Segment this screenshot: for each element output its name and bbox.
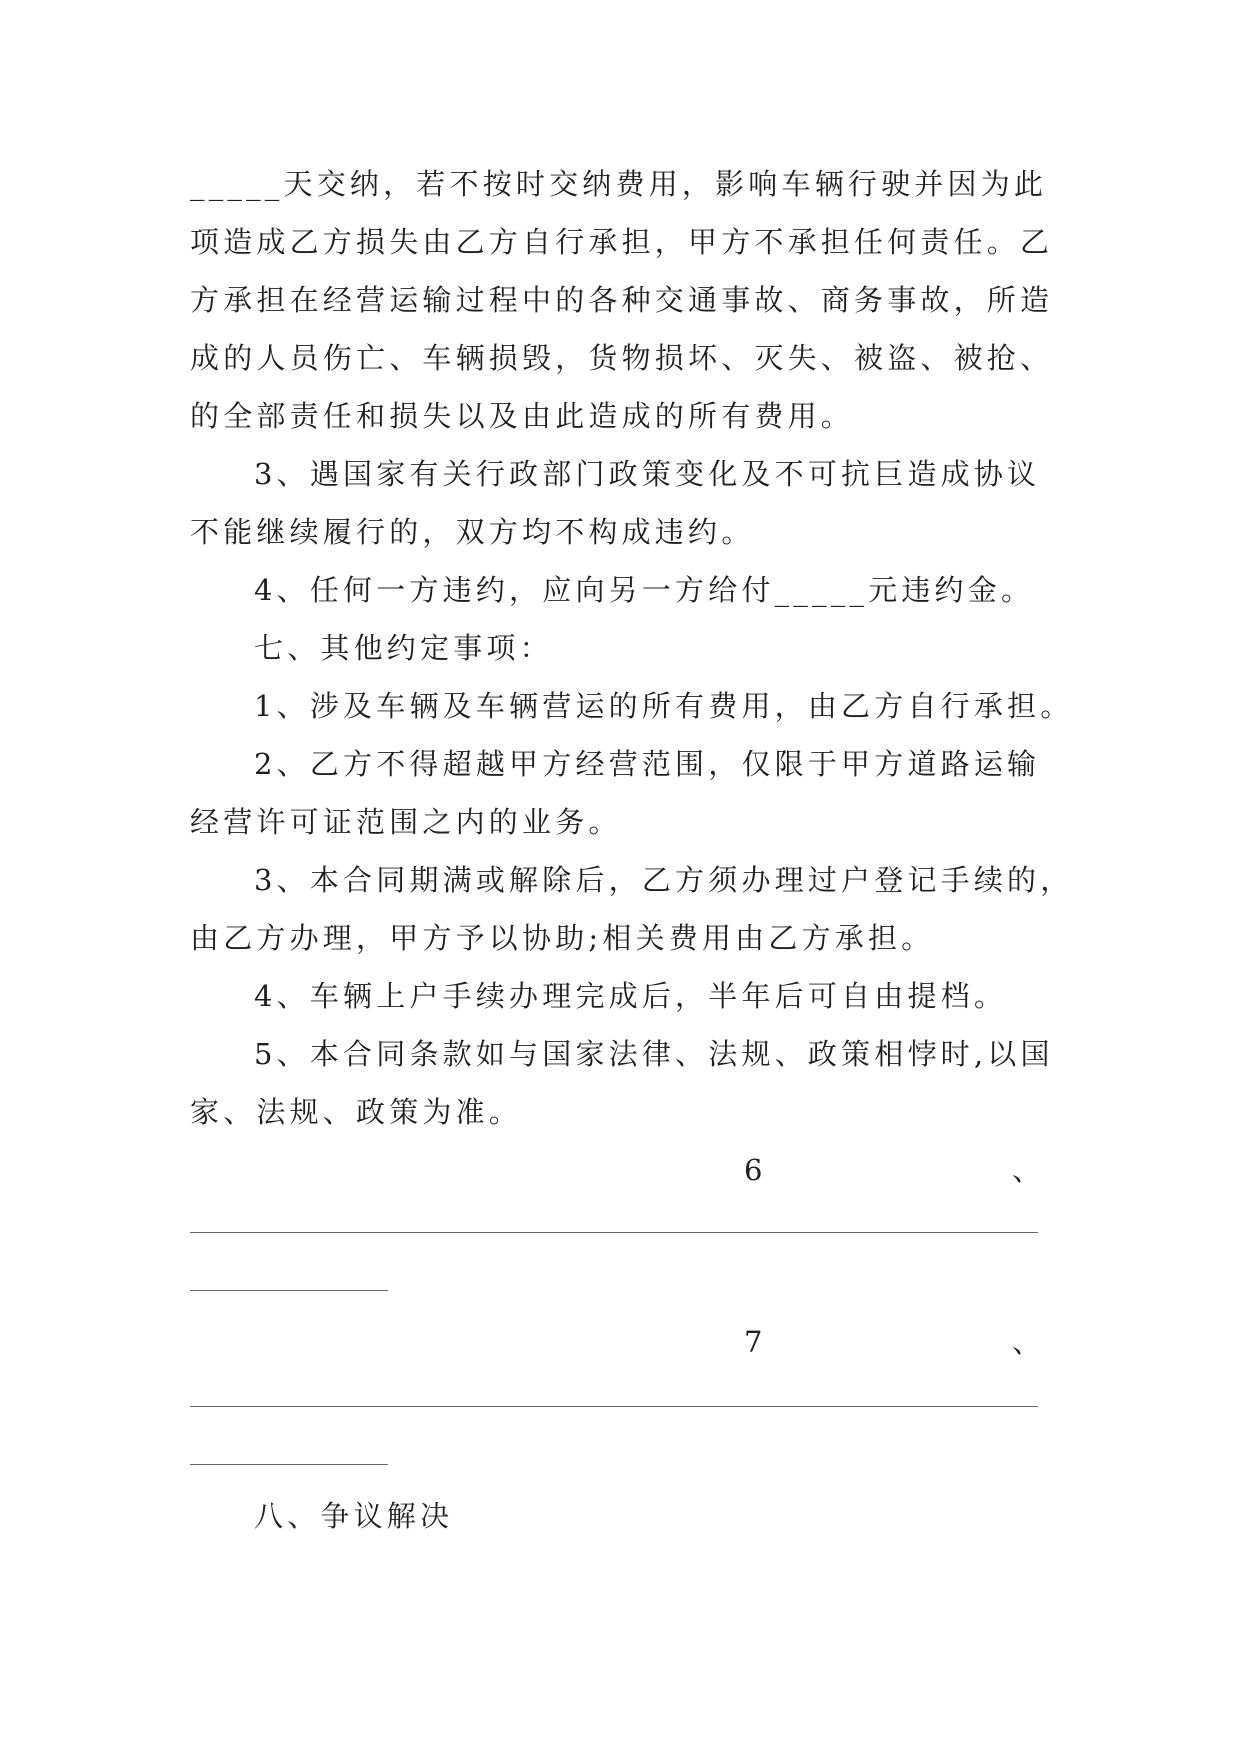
paragraph-line: 的全部责任和损失以及由此造成的所有费用。 xyxy=(190,399,855,433)
paragraph-line: 项造成乙方损失由乙方自行承担，甲方不承担任何责任。乙 xyxy=(190,225,1054,259)
fill-in-blank-line xyxy=(190,1290,388,1291)
blank-item-separator: 、 xyxy=(1012,1325,1042,1359)
fill-in-blank-line xyxy=(190,1232,1038,1233)
paragraph-line: 方承担在经营运输过程中的各种交通事故、商务事故，所造 xyxy=(190,283,1054,317)
paragraph-line: 不能继续履行的，双方均不构成违约。 xyxy=(190,515,755,549)
clause-4-line: 4、任何一方违约，应向另一方给付_____元违约金。 xyxy=(254,573,1035,607)
paragraph-line: _____天交纳，若不按时交纳费用，影响车辆行驶并因为此 xyxy=(190,167,1048,201)
paragraph-line: 家、法规、政策为准。 xyxy=(190,1095,523,1129)
paragraph-line: 成的人员伤亡、车辆损毁，货物损坏、灭失、被盗、被抢、 xyxy=(190,341,1054,375)
paragraph-line: 经营许可证范围之内的业务。 xyxy=(190,805,622,839)
clause-line: 2、乙方不得超越甲方经营范围，仅限于甲方道路运输 xyxy=(254,747,1041,781)
section-heading-other-terms: 七、其他约定事项： xyxy=(254,631,553,665)
blank-item-number: 7 xyxy=(744,1325,763,1359)
blank-item-number: 6 xyxy=(744,1153,763,1187)
clause-line: 1、涉及车辆及车辆营运的所有费用，由乙方自行承担。 xyxy=(254,689,1074,723)
section-heading-dispute-resolution: 八、争议解决 xyxy=(254,1499,454,1533)
blank-item-separator: 、 xyxy=(1012,1153,1042,1187)
clause-line: 3、本合同期满或解除后，乙方须办理过户登记手续的， xyxy=(254,863,1074,897)
fill-in-blank-line xyxy=(190,1464,388,1465)
fill-in-blank-line xyxy=(190,1406,1038,1407)
clause-3-line: 3、遇国家有关行政部门政策变化及不可抗巨造成协议 xyxy=(254,457,1041,491)
clause-line: 5、本合同条款如与国家法律、法规、政策相悖时,以国 xyxy=(254,1037,1054,1071)
clause-line: 4、车辆上户手续办理完成后，半年后可自由提档。 xyxy=(254,979,1008,1013)
paragraph-line: 由乙方办理，甲方予以协助;相关费用由乙方承担。 xyxy=(190,921,935,955)
